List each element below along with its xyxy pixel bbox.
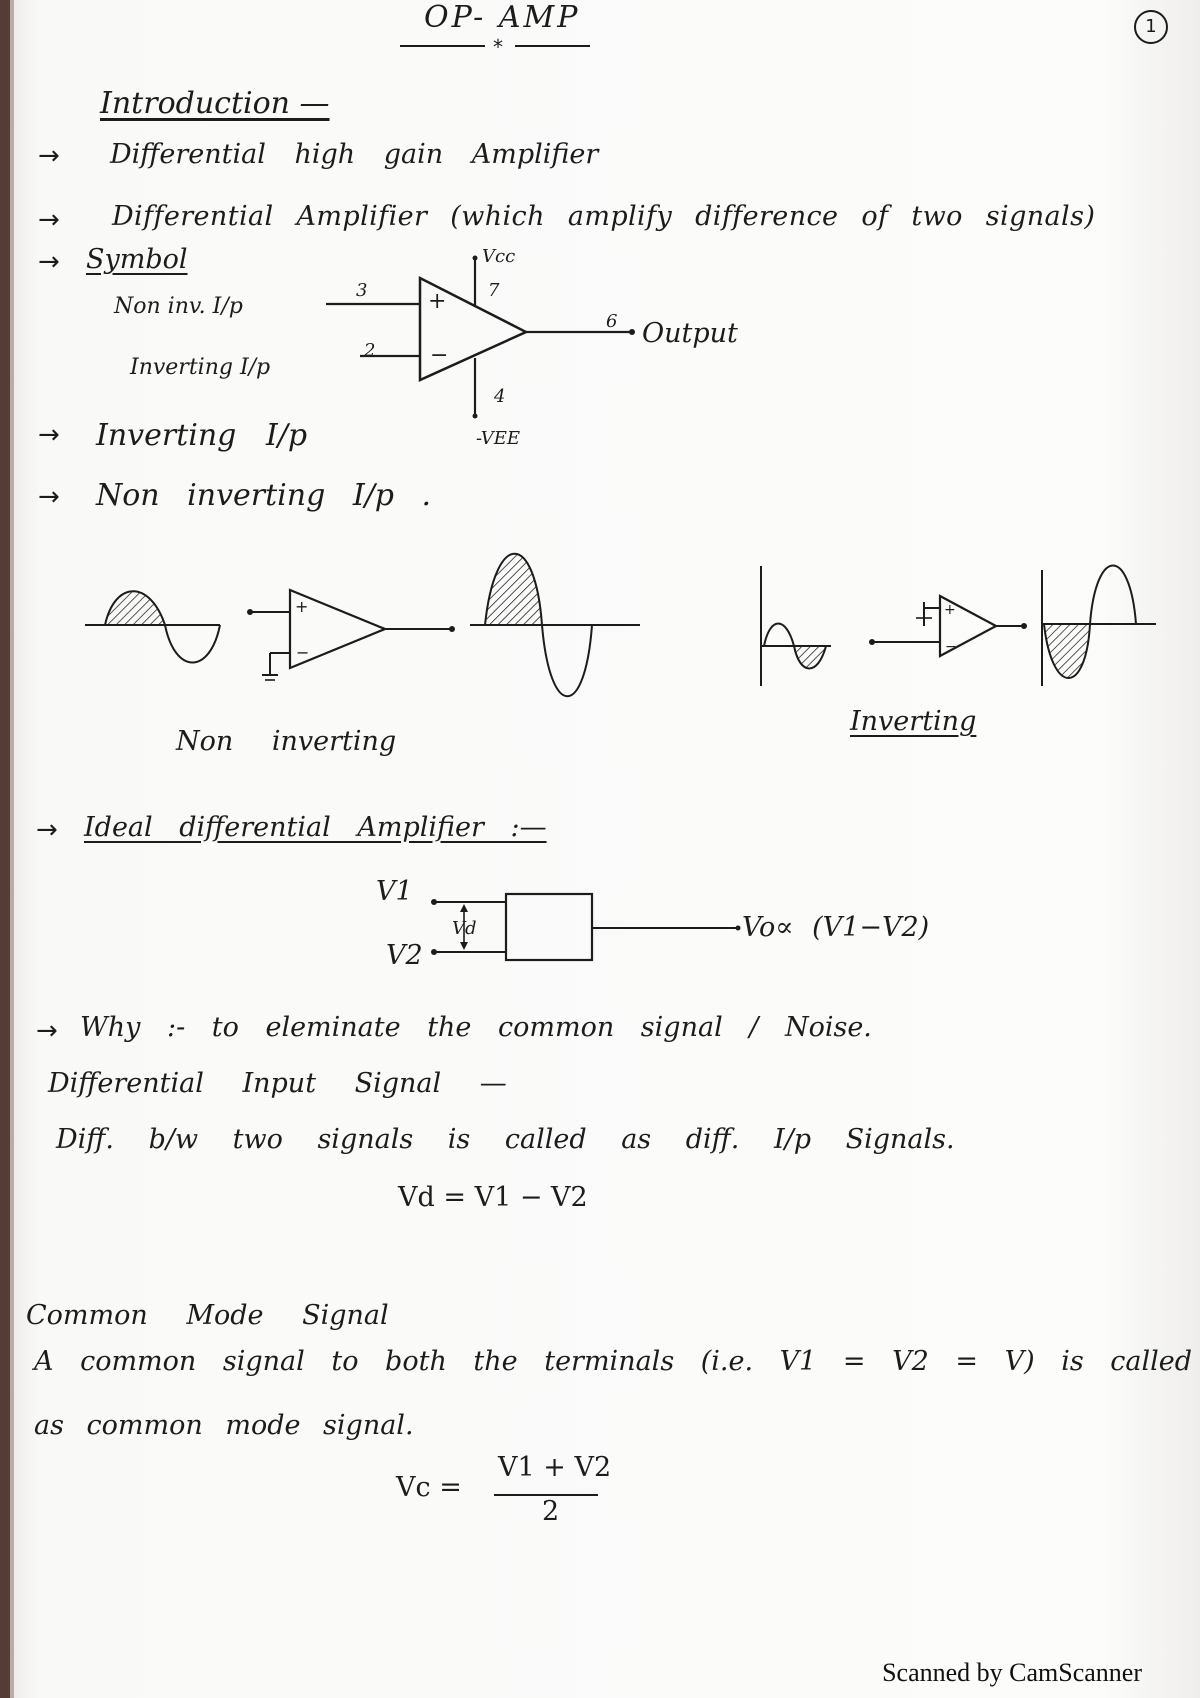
diff-input-heading: Differential Input Signal — [48, 1068, 507, 1099]
inv-input-label: Inverting I/p [130, 355, 271, 380]
page-title: OP- AMP [424, 0, 581, 35]
pin-6-label: 6 [606, 311, 618, 332]
arrow-icon: → [36, 815, 58, 845]
page-number: 1 [1134, 10, 1168, 44]
vcc-label: Vcc [482, 246, 516, 267]
arrow-icon: → [38, 482, 60, 512]
arrow-icon: → [38, 420, 60, 450]
svg-text:−: − [945, 639, 957, 655]
pin-3-label: 3 [356, 280, 368, 301]
non-inv-input-label: Non inv. I/p [114, 294, 243, 319]
common-mode-formula-lhs: Vc = [396, 1472, 462, 1503]
pin-7-label: 7 [488, 280, 500, 301]
page-edge-shadow [10, 0, 14, 1698]
page-edge [0, 0, 10, 1698]
arrow-icon: → [38, 205, 60, 235]
svg-text:*: * [493, 35, 503, 59]
opamp-symbol [320, 256, 740, 456]
diff-input-formula: Vd = V1 − V2 [398, 1182, 588, 1213]
common-mode-line-2: as common mode signal. [34, 1410, 414, 1441]
svg-text:+: + [944, 602, 956, 618]
intro-bullet-5: Non inverting I/p . [96, 478, 432, 513]
common-mode-denominator: 2 [542, 1496, 560, 1527]
arrow-icon: → [36, 1016, 58, 1046]
vo-label: Vo∝ (V1−V2) [742, 912, 930, 943]
non-inverting-label: Non inverting [176, 726, 397, 757]
inverting-label: Inverting [850, 706, 977, 737]
svg-text:−: − [296, 643, 310, 662]
v2-label: V2 [386, 940, 423, 971]
common-mode-numerator: V1 + V2 [498, 1452, 612, 1483]
common-mode-heading: Common Mode Signal [26, 1300, 389, 1331]
inverting-waveform-diagram [756, 556, 1166, 686]
intro-bullet-4: Inverting I/p [96, 418, 308, 453]
arrow-icon: → [38, 247, 60, 277]
opamp-plus-sign: + [428, 289, 447, 314]
vee-label: -VEE [476, 428, 521, 449]
diff-input-text: Diff. b/w two signals is called as diff. I/p Signals. [56, 1124, 955, 1155]
symbol-label: Symbol [86, 244, 188, 275]
arrow-icon: → [38, 141, 60, 171]
intro-bullet-2: Differential Amplifier (which amplify difference of two signals) [112, 201, 1096, 232]
pin-2-label: 2 [364, 340, 376, 361]
pin-4-label: 4 [494, 386, 506, 407]
vd-label: Vd [452, 918, 477, 939]
svg-text:+: + [295, 597, 309, 616]
intro-bullet-1: Differential high gain Amplifier [110, 139, 599, 170]
ideal-heading: Ideal differential Amplifier :— [84, 812, 547, 843]
v1-label: V1 [376, 876, 413, 907]
intro-heading: Introduction — [100, 86, 330, 121]
opamp-minus-sign: − [430, 343, 449, 368]
non-inverting-waveform-diagram [80, 550, 650, 700]
scanner-watermark: Scanned by CamScanner [882, 1658, 1142, 1687]
output-label: Output [642, 318, 738, 349]
common-mode-line-1: A common signal to both the terminals (i.e. V1 = V2 = V) is called [34, 1346, 1193, 1377]
title-underline [400, 35, 600, 59]
why-text: Why :- to eleminate the common signal / Noise. [80, 1012, 872, 1043]
